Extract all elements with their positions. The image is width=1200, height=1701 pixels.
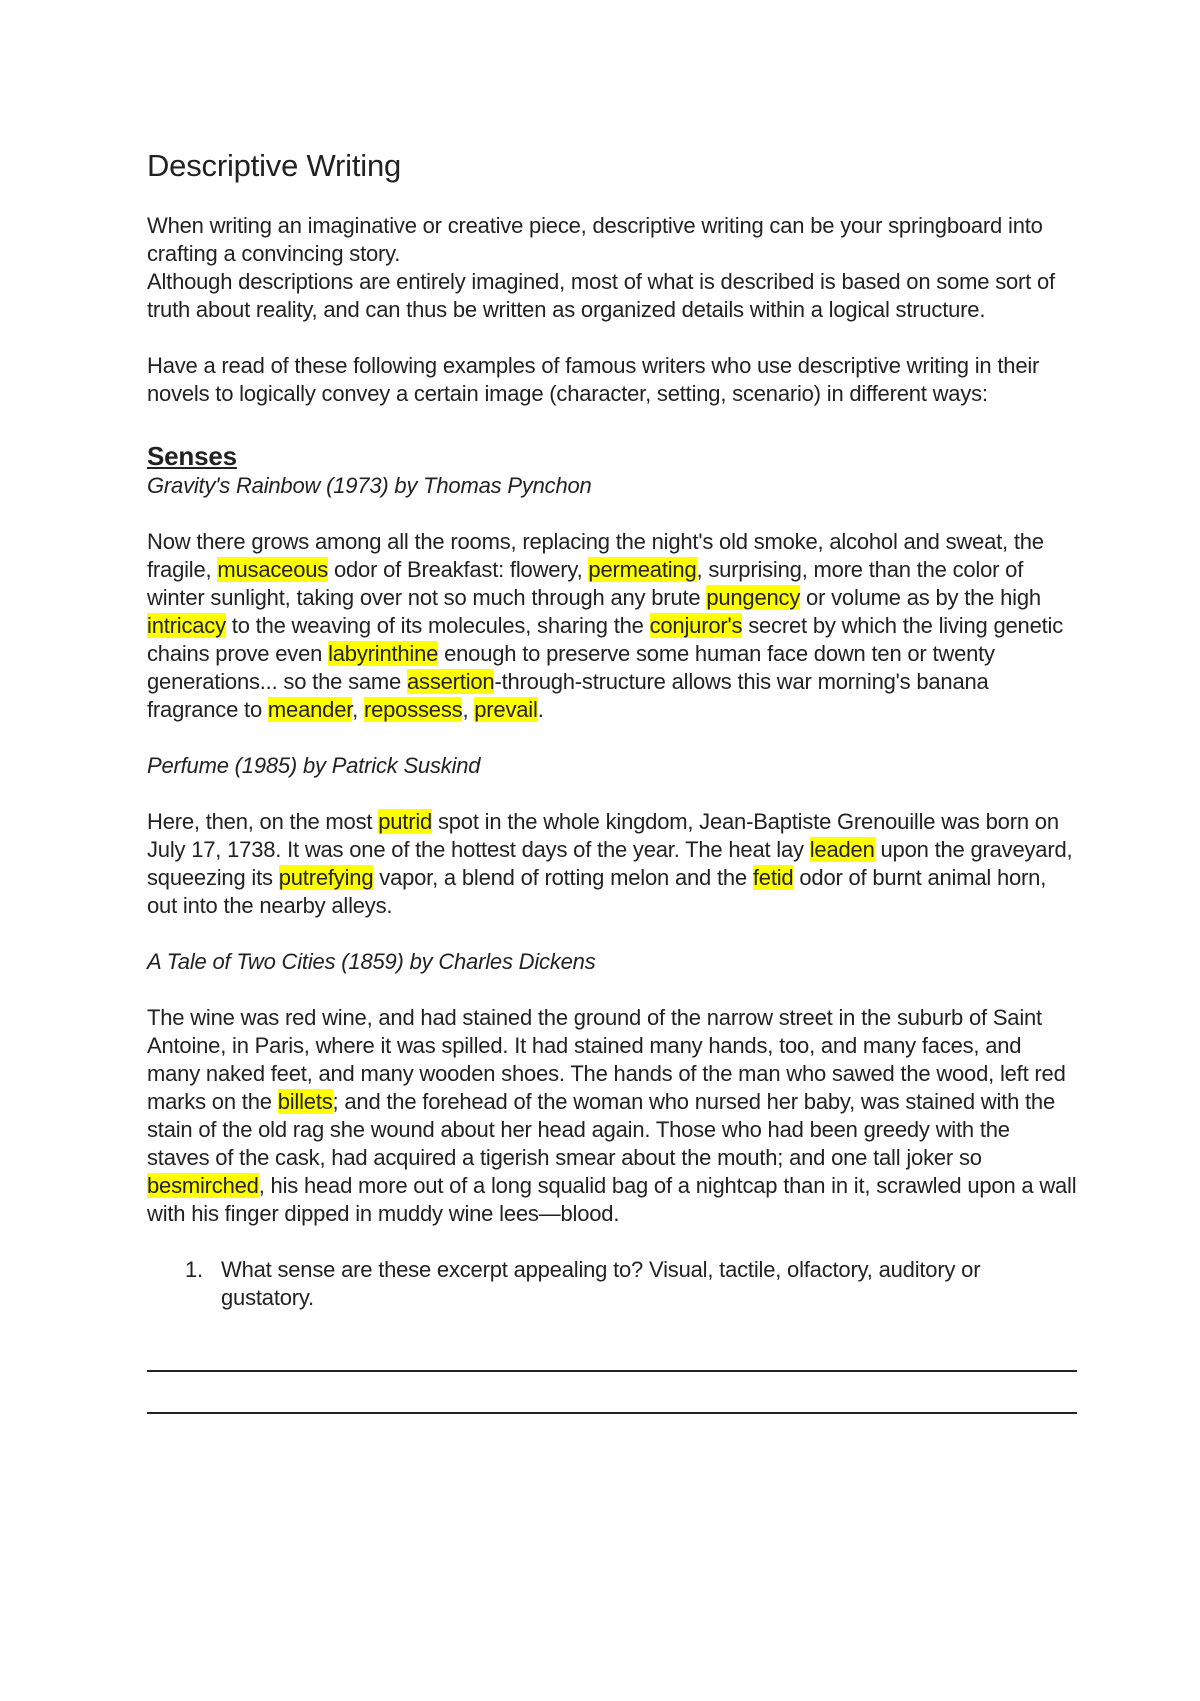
excerpt-block (147, 752, 1077, 920)
highlighted-word: intricacy (147, 613, 226, 638)
excerpt-text-segment: , his head more out of a long squalid bag of a nightcap than in it, scrawled upon a wall with his finger dipped in muddy wine lees—blood. (147, 1173, 1077, 1226)
excerpt-text (147, 1004, 1077, 1228)
excerpt-text-segment: odor of burnt animal horn, out into the nearby alleys. (147, 865, 1047, 918)
excerpt-text-segment: , (462, 697, 475, 722)
excerpt-text-segment: secret by which the living genetic chains prove even (147, 613, 1064, 666)
excerpt-text-segment: enough to preserve some human face down ten or twenty generations... so the same (147, 641, 995, 694)
answer-line[interactable] (147, 1384, 1077, 1414)
question-number: 1. (185, 1257, 203, 1282)
excerpt-text-segment: Here, then, on the most (147, 809, 379, 834)
excerpt-text-segment: to the weaving of its molecules, sharing the (225, 613, 650, 638)
excerpt-text (147, 528, 1077, 724)
highlighted-word: putrefying (278, 865, 374, 890)
question-item (147, 1256, 1077, 1312)
highlighted-word: leaden (809, 837, 875, 862)
answer-line[interactable] (147, 1342, 1077, 1372)
highlighted-word: prevail (474, 697, 538, 722)
excerpt-text-segment: vapor, a blend of rotting melon and the (373, 865, 753, 890)
excerpt-text (147, 808, 1077, 920)
highlighted-word: conjuror's (649, 613, 743, 638)
question-text: What sense are these excerpt appealing to? Visual, tactile, olfactory, auditory or gustatory. (221, 1257, 981, 1310)
document-content (147, 146, 1077, 1414)
excerpt-text-segment: ; and the forehead of the woman who nursed her baby, was stained with the stain of the old rag she wound about her head again. Those who had been greedy with the staves of the cask, had acquired a tigerish smear about the mouth; and one tall joker so (147, 1089, 1056, 1170)
highlighted-word: fetid (752, 865, 794, 890)
highlighted-word: assertion (406, 669, 495, 694)
intro-paragraph: Have a read of these following examples of famous writers who use descriptive writing in their novels to logically convey a certain image (character, setting, scenario) in different ways: (147, 353, 1040, 406)
highlighted-word: putrid (378, 809, 433, 834)
highlighted-word: musaceous (217, 557, 329, 582)
excerpt-text-segment: upon the graveyard, squeezing its (147, 837, 1073, 890)
highlighted-word: pungency (706, 585, 801, 610)
excerpt-book-title: Perfume (1985) by Patrick Suskind (147, 753, 481, 778)
excerpt-block (147, 472, 1077, 724)
excerpt-text-segment: odor of Breakfast: flowery, (328, 557, 589, 582)
intro-paragraph: When writing an imaginative or creative piece, descriptive writing can be your springboard into crafting a convincing story. (147, 213, 1043, 266)
excerpt-text-segment: . (537, 697, 544, 722)
excerpt-text-segment: spot in the whole kingdom, Jean-Baptiste Grenouille was born on July 17, 1738. It was one of the hottest days of the year. The heat lay (147, 809, 1059, 862)
page-title: Descriptive Writing (147, 148, 402, 183)
intro-paragraph: Although descriptions are entirely imagined, most of what is described is based on some sort of truth about reality, and can thus be written as organized details within a logical structure. (147, 269, 1055, 322)
section-heading-senses: Senses (147, 441, 237, 471)
excerpt-block (147, 948, 1077, 1228)
excerpt-text-segment: The wine was red wine, and had stained the ground of the narrow street in the suburb of Saint Antoine, in Paris, where it was spilled. It had stained many hands, too, and many faces, and many naked feet, and many wooden shoes. The hands of the man who sawed the wood, left red marks on the (147, 1005, 1066, 1114)
highlighted-word: besmirched (147, 1173, 259, 1198)
excerpt-text-segment: Now there grows among all the rooms, replacing the night's old smoke, alcohol and sweat, the fragile, (147, 529, 1044, 582)
excerpt-text-segment: , surprising, more than the color of winter sunlight, taking over not so much through any brute (147, 557, 1024, 610)
highlighted-word: labyrinthine (328, 641, 439, 666)
highlighted-word: meander (267, 697, 353, 722)
excerpt-text-segment: or volume as by the high (800, 585, 1041, 610)
highlighted-word: repossess (363, 697, 463, 722)
excerpt-book-title: Gravity's Rainbow (1973) by Thomas Pynchon (147, 473, 592, 498)
excerpt-text-segment: , (352, 697, 364, 722)
highlighted-word: permeating (588, 557, 697, 582)
excerpt-text-segment: -through-structure allows this war morning's banana fragrance to (147, 669, 989, 722)
excerpt-book-title: A Tale of Two Cities (1859) by Charles Dickens (147, 949, 596, 974)
highlighted-word: billets (277, 1089, 333, 1114)
